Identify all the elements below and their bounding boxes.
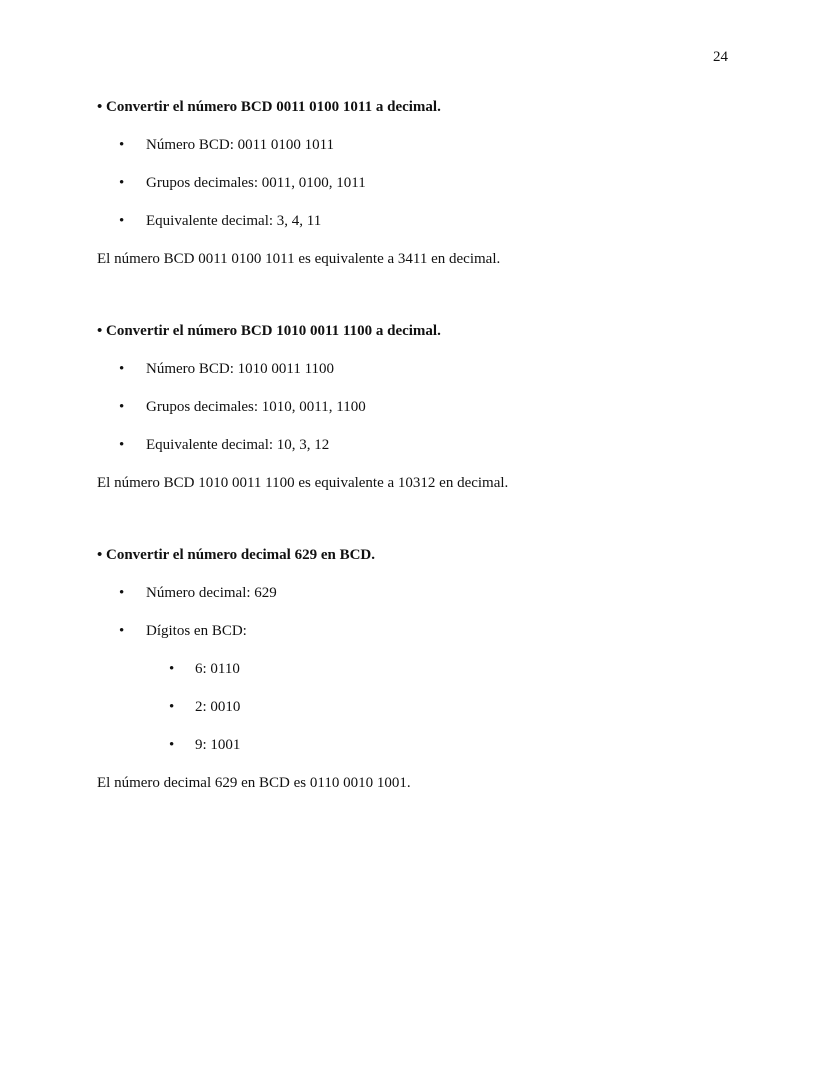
bullet-icon: • [169, 661, 175, 677]
list-item-text: Grupos decimales: 1010, 0011, 1100 [146, 399, 366, 415]
list-item-text: Número BCD: 0011 0100 1011 [146, 137, 335, 153]
bullet-icon: • [119, 623, 125, 639]
sub-list-item [97, 698, 747, 716]
section-bcd-to-decimal-2 [97, 322, 747, 492]
list-item-text: Equivalente decimal: 10, 3, 12 [146, 437, 330, 453]
list-item-text: Número BCD: 1010 0011 1100 [146, 361, 335, 377]
sub-list-item [97, 660, 747, 678]
list-item [97, 622, 747, 640]
bullet-icon: • [119, 175, 125, 191]
list-item [97, 212, 747, 230]
list-item [97, 136, 747, 154]
list-item-text: Número decimal: 629 [146, 585, 277, 601]
list-item [97, 436, 747, 454]
section-heading: • Convertir el número decimal 629 en BCD. [97, 547, 375, 563]
list-item [97, 584, 747, 602]
bullet-icon: • [119, 361, 125, 377]
sub-list-item-text: 9: 1001 [195, 737, 241, 753]
section-decimal-to-bcd [97, 546, 747, 792]
bullet-icon: • [119, 437, 125, 453]
bullet-icon: • [169, 699, 175, 715]
list-item-text: Grupos decimales: 0011, 0100, 1011 [146, 175, 366, 191]
conclusion-text: El número BCD 0011 0100 1011 es equivalente a 3411 en decimal. [97, 251, 501, 267]
list-item [97, 174, 747, 192]
list-item-text: Equivalente decimal: 3, 4, 11 [146, 213, 322, 229]
sub-list-item-text: 6: 0110 [195, 661, 240, 677]
conclusion-text: El número decimal 629 en BCD es 0110 0010 1001. [97, 775, 411, 791]
section-bcd-to-decimal-1 [97, 98, 747, 268]
list-item [97, 360, 747, 378]
bullet-icon: • [119, 585, 125, 601]
list-item [97, 398, 747, 416]
section-heading: • Convertir el número BCD 1010 0011 1100 a decimal. [97, 323, 441, 339]
list-item-text: Dígitos en BCD: [146, 623, 247, 639]
sub-list-item-text: 2: 0010 [195, 699, 241, 715]
bullet-icon: • [119, 137, 125, 153]
section-heading: • Convertir el número BCD 0011 0100 1011 a decimal. [97, 99, 441, 115]
conclusion-text: El número BCD 1010 0011 1100 es equivalente a 10312 en decimal. [97, 475, 509, 491]
page-number: 24 [713, 49, 728, 65]
bullet-icon: • [119, 213, 125, 229]
sub-list-item [97, 736, 747, 754]
bullet-icon: • [119, 399, 125, 415]
bullet-icon: • [169, 737, 175, 753]
